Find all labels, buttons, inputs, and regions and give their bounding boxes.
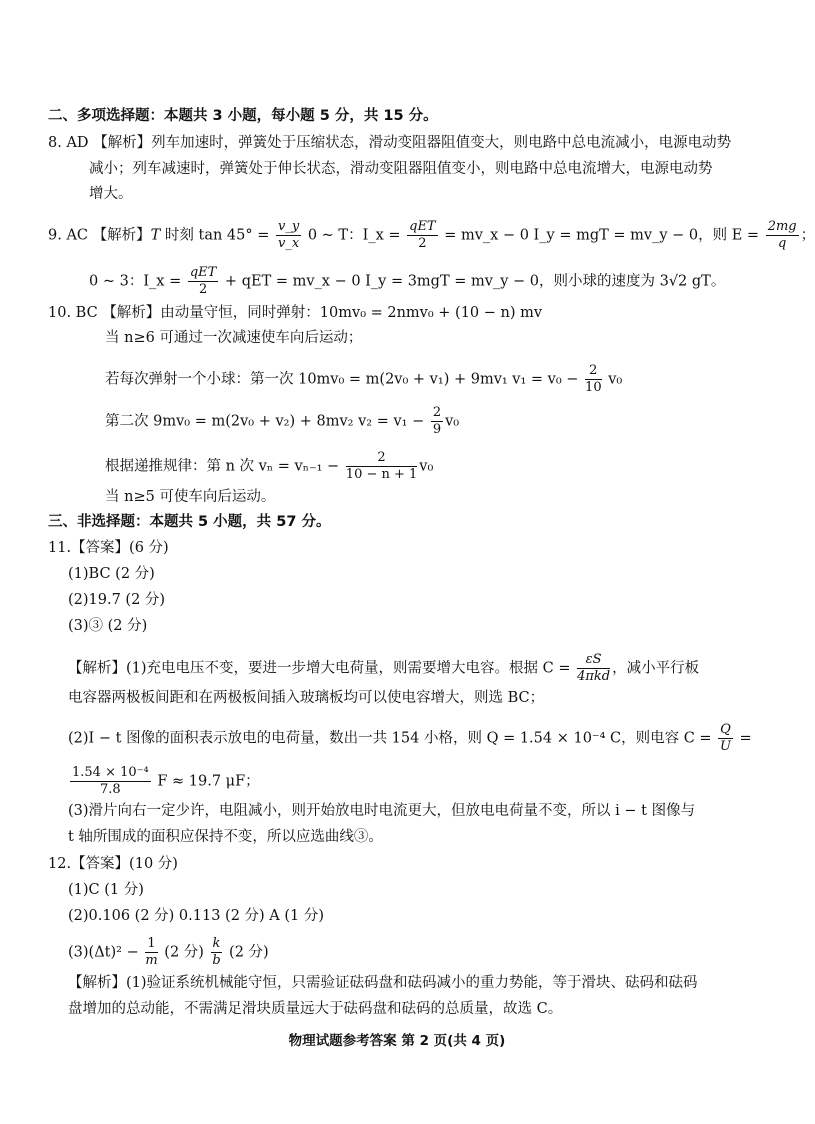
section2-title: 二、多项选择题：本题共 3 小题，每小题 5 分，共 15 分。 [48,108,438,124]
q9-line2 [89,265,725,298]
frac-den: 4πkd [577,669,611,684]
page-footer: 物理试题参考答案 第 2 页(共 4 页) [288,1033,506,1049]
q11-text: (2)I − t 图像的面积表示放电的电荷量，数出一共 154 小格，则 Q = 1.54 × 10⁻⁴ C，则电容 C = [68,730,717,747]
q12-expl-1: 【解析】(1)验证系统机械能守恒，只需验证砝码盘和砝码减小的重力势能，等于滑块、砝码和砝码 [68,975,698,991]
q10-frac-1 [585,363,602,396]
frac-den: 2 [418,236,427,251]
q9-text: + qET = mv_x − 0 I_y = 3mgT = mv_y − 0，则小球的速度为 3√2 gT。 [220,273,726,290]
frac-num: k [212,936,221,951]
q10-text: v₀ [419,458,434,475]
q11-frac-value [70,765,151,798]
q10-frac-2 [431,405,443,438]
q9-frac-qet [407,219,437,252]
q11-frac-c [577,652,610,685]
frac-num: qET [189,265,217,280]
q10-line2: 当 n≥6 可通过一次减速使车向后运动； [105,330,363,346]
q10-text: 根据递推规律：第 n 次 vₙ = vₙ₋₁ − [105,458,344,475]
q11-expl-6: t 轴所围成的面积应保持不变，所以应选曲线③。 [68,829,383,845]
q12-text: (2 分) [224,944,269,961]
q9-text: ； [800,227,815,244]
q12-answer-1: (1)C (1 分) [68,882,144,898]
frac-num: v_y [278,219,300,234]
frac-den: m [145,953,158,968]
q11-expl-1 [68,652,699,685]
q11-text: ，减小平行板 [612,660,700,677]
q12-text: (2 分) [159,944,209,961]
frac-den: 7.8 [100,782,121,797]
q10-line5 [105,450,433,483]
q9-line1 [48,219,815,252]
q8-line1: 8. AD 【解析】列车加速时，弹簧处于压缩状态，滑动变阻器阻值变大，则电路中总电流减小，电源电动势 [48,135,732,151]
section3-title: 三、非选择题：本题共 5 小题，共 57 分。 [48,514,331,530]
q10-line1: 10. BC 【解析】由动量守恒，同时弹射：10mv₀ = 2nmv₀ + (10 − n) mv [48,305,543,321]
q12-answer-2: (2)0.106 (2 分) 0.113 (2 分) A (1 分) [68,908,325,924]
q9-label: 9. AC 【解析】 [48,227,151,244]
q11-expl-2: 电容器两极板间距和在两极板间插入玻璃板均可以使电容增大，则选 BC； [68,690,545,706]
frac-num: 2 [432,405,442,420]
q12-text: (3)(Δt)² − [68,944,144,961]
frac-den: q [778,236,787,251]
q10-text: v₀ [445,413,460,430]
q11-expl-4 [68,765,260,798]
frac-den: U [720,739,731,754]
q11-text: 【解析】(1)充电电压不变，要进一步增大电荷量，则需要增大电容。根据 C = [68,660,576,677]
q9-frac-qet-2 [188,265,218,298]
q12-answer-3 [68,936,269,969]
q11-expl-3 [68,722,752,755]
frac-num: qET [409,219,436,234]
q10-line3 [105,363,622,396]
q9-frac-v [276,219,301,252]
q11-head: 11.【答案】(6 分) [48,540,169,556]
q11-answer-2: (2)19.7 (2 分) [68,592,166,608]
frac-num: 2mg [767,219,797,234]
q12-frac-1m [145,936,157,969]
frac-num: Q [720,722,731,737]
q10-line6: 当 n≥5 可使车向后运动。 [105,489,276,505]
q11-frac-qu [718,722,733,755]
q9-T: T [150,227,161,244]
frac-den: 9 [432,422,442,437]
q9-text: = mv_x − 0 I_y = mgT = mv_y − 0，则 E = [439,227,764,244]
q11-text: = [734,730,752,747]
q12-head: 12.【答案】(10 分) [48,856,178,872]
q11-expl-5: (3)滑片向右一定少许，电阻减小，则开始放电时电流更大，但放电电荷量不变，所以 i − t 图像与 [68,803,696,819]
q10-text: v₀ [603,371,623,388]
q12-expl-2: 盘增加的总动能，不需满足滑块质量远大于砝码盘和砝码的总质量，故选 C。 [68,1001,563,1017]
q10-frac-3 [346,450,418,483]
q10-line4 [105,405,459,438]
q9-frac-e [766,219,799,252]
q10-text: 若每次弹射一个小球：第一次 10mv₀ = m(2v₀ + v₁) + 9mv₁ v₁ = v₀ − [105,371,584,388]
q10-text: 第二次 9mv₀ = m(2v₀ + v₂) + 8mv₂ v₂ = v₁ − [105,413,429,430]
frac-num: 2 [346,450,418,467]
q8-line3: 增大。 [89,186,133,202]
q9-text: 0 ~ 3：I_x = [89,273,186,290]
frac-den: 10 [585,380,602,395]
q11-answer-1: (1)BC (2 分) [68,566,155,582]
q11-text: F ≈ 19.7 μF； [152,773,260,790]
q11-answer-3: (3)③ (2 分) [68,618,148,634]
frac-den: 2 [198,282,208,297]
frac-den: v_x [278,236,300,251]
frac-num: 2 [585,363,602,380]
q12-frac-kb [211,936,223,969]
frac-den: 10 − n + 1 [345,467,418,482]
q8-line2: 减小；列车减速时，弹簧处于伸长状态，滑动变阻器阻值变小，则电路中总电流增大，电源电动势 [89,161,713,177]
frac-num: 1 [145,936,157,953]
frac-num: 1.54 × 10⁻⁴ [72,765,149,780]
q9-text: 0 ~ T：I_x = [303,227,406,244]
frac-num: εS [577,652,610,669]
q9-text: 时刻 tan 45° = [160,227,275,244]
frac-den: b [212,953,221,968]
